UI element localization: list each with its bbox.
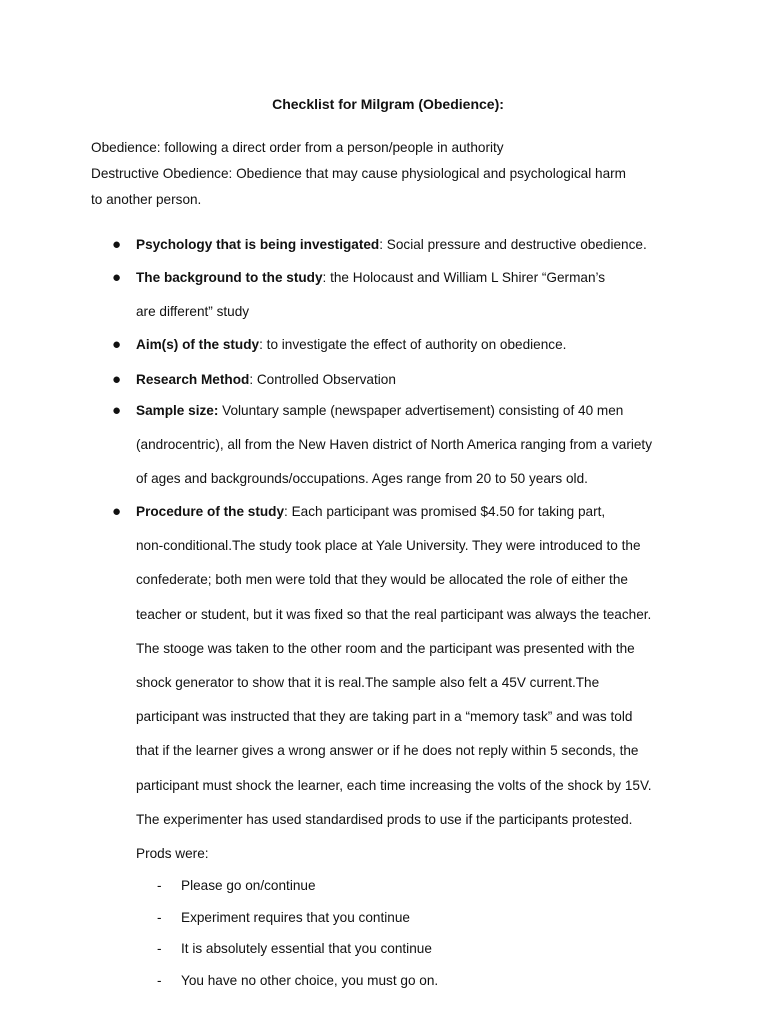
definition-1 bbox=[91, 135, 691, 161]
list-item-research-method bbox=[112, 371, 696, 405]
prod-item bbox=[157, 941, 432, 956]
prod-text: Please go on/continue bbox=[181, 878, 316, 893]
item-text: : Social pressure and destructive obedience. bbox=[379, 237, 647, 252]
list-item-aim bbox=[112, 336, 696, 370]
item-text: Voluntary sample (newspaper advertisement) consisting of 40 men bbox=[218, 403, 624, 418]
item-text: non-conditional.The study took place at Yale University. They were introduced to the bbox=[136, 538, 641, 554]
definition-2 bbox=[91, 161, 691, 213]
document-title: Checklist for Milgram (Obedience): bbox=[272, 96, 504, 112]
prod-item bbox=[157, 973, 438, 988]
list-item-procedure bbox=[112, 503, 696, 879]
item-text: confederate; both men were told that they would be allocated the role of either the bbox=[136, 572, 628, 588]
item-label: Research Method bbox=[136, 372, 250, 387]
prod-item bbox=[157, 910, 410, 925]
item-text: : Each participant was promised $4.50 for taking part, bbox=[284, 504, 606, 519]
item-text: shock generator to show that it is real.The sample also felt a 45V current.The bbox=[136, 674, 600, 690]
bullet-icon: ● bbox=[112, 269, 122, 286]
item-text: Prods were: bbox=[136, 845, 209, 861]
item-text: The experimenter has used standardised prods to use if the participants protested. bbox=[136, 811, 633, 827]
item-label: Procedure of the study bbox=[136, 504, 285, 519]
item-label: The background to the study bbox=[136, 270, 323, 285]
item-label: Sample size: bbox=[136, 403, 219, 418]
item-text: The stooge was taken to the other room and the participant was presented with the bbox=[136, 640, 635, 656]
definition-line: to another person. bbox=[91, 192, 202, 207]
definition-line: Destructive Obedience: Obedience that may cause physiological and psychological harm bbox=[91, 166, 626, 181]
item-text: are different” study bbox=[136, 304, 250, 320]
item-text: (androcentric), all from the New Haven district of North America ranging from a variety bbox=[136, 437, 652, 453]
prod-item bbox=[157, 878, 316, 893]
item-text: teacher or student, but it was fixed so that the real participant was always the teacher. bbox=[136, 606, 652, 622]
item-text: participant was instructed that they are taking part in a “memory task” and was told bbox=[136, 709, 633, 725]
item-text: : the Holocaust and William L Shirer “German’s bbox=[322, 270, 606, 285]
bullet-icon: ● bbox=[112, 336, 122, 353]
item-text: : to investigate the effect of authority on obedience. bbox=[259, 337, 567, 352]
definition-line: Obedience: following a direct order from a person/people in authority bbox=[91, 140, 504, 155]
dash-icon: - bbox=[157, 878, 162, 893]
list-item-psychology bbox=[112, 236, 696, 270]
dash-icon: - bbox=[157, 910, 162, 925]
dash-icon: - bbox=[157, 941, 162, 956]
prod-text: It is absolutely essential that you continue bbox=[181, 941, 432, 956]
dash-icon: - bbox=[157, 973, 162, 988]
prod-text: Experiment requires that you continue bbox=[181, 910, 410, 925]
item-text: participant must shock the learner, each time increasing the volts of the shock by 15V. bbox=[136, 777, 652, 793]
item-text: that if the learner gives a wrong answer or if he does not reply within 5 seconds, the bbox=[136, 743, 639, 759]
item-text: of ages and backgrounds/occupations. Ages range from 20 to 50 years old. bbox=[136, 471, 588, 487]
item-label: Aim(s) of the study bbox=[136, 337, 260, 352]
bullet-icon: ● bbox=[112, 236, 122, 253]
list-item-background bbox=[112, 269, 696, 337]
bullet-icon: ● bbox=[112, 402, 122, 419]
item-text: : Controlled Observation bbox=[249, 372, 396, 387]
prod-text: You have no other choice, you must go on. bbox=[181, 973, 439, 988]
list-item-sample-size bbox=[112, 402, 696, 505]
item-label: Psychology that is being investigated bbox=[136, 237, 380, 252]
bullet-icon: ● bbox=[112, 503, 122, 520]
bullet-icon: ● bbox=[112, 371, 122, 388]
